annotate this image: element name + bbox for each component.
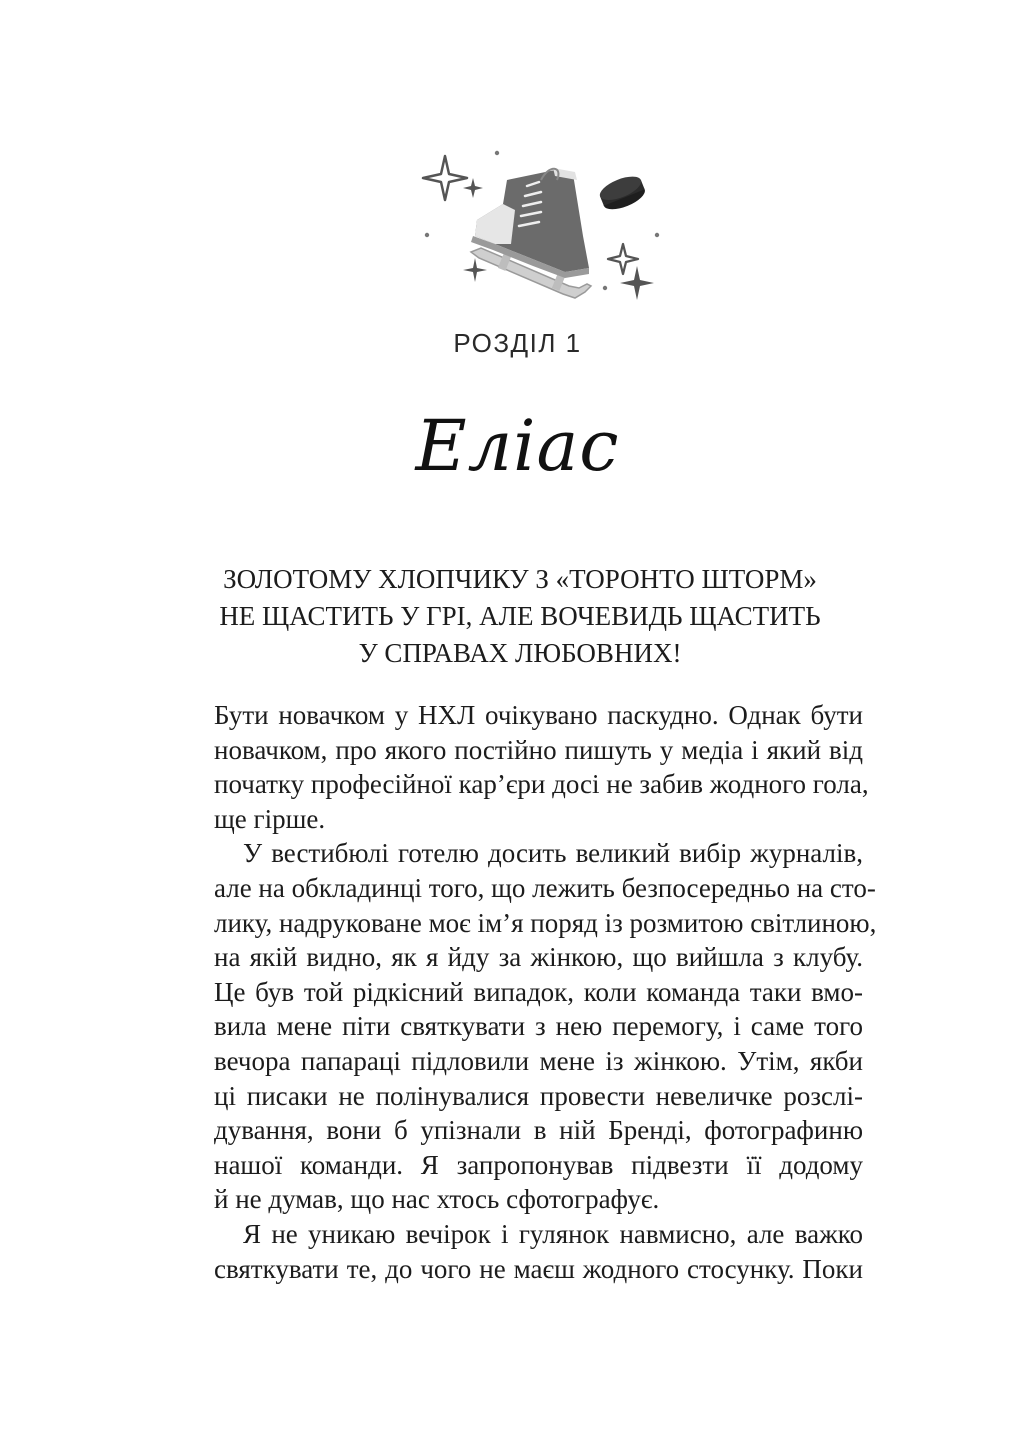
text-line: Це був той рідкісний випадок, коли команда таки вмо- — [214, 976, 863, 1007]
text-line: новачком, про якого постійно пишуть у медіа і який від — [214, 734, 863, 765]
chapter-title: Еліас — [415, 405, 620, 487]
text-line: ще гірше. — [214, 803, 326, 834]
text-line: вила мене піти святкувати з нею перемогу, і саме того — [214, 1011, 863, 1042]
headline-line: У СПРАВАХ ЛЮБОВНИХ! — [358, 638, 682, 668]
text-line: нашої команди. Я запропонував підвезти її додому — [214, 1149, 863, 1180]
text-line: дування, вони б упізнали в ній Бренді, фотографиню — [214, 1115, 863, 1146]
text-line: Бути новачком у НХЛ очікувано паскудно. Однак бути — [214, 700, 863, 730]
chapter-illustration — [415, 140, 665, 310]
chapter-label: РОЗДІЛ 1 — [453, 328, 582, 358]
text-line: лику, надруковане моє ім’я поряд із розмитою світлиною, — [214, 907, 877, 938]
sparkle-icon — [423, 156, 467, 200]
text-line: У вестибюлі готелю досить великий вибір журналів, — [243, 838, 863, 869]
text-line: ці писаки не полінувалися провести невеличке розслі- — [214, 1080, 863, 1111]
text-line: але на обкладинці того, що лежить безпосередньо на сто- — [214, 872, 876, 903]
sparkle-icon — [608, 244, 638, 274]
sparkle-icon — [620, 266, 654, 300]
text-line: й не думав, що нас хтось сфотографує. — [214, 1184, 660, 1215]
headline — [200, 561, 840, 672]
ice-skate-icon — [471, 168, 591, 298]
sparkle-icon — [463, 178, 483, 198]
text-line: вечора папараці підловили мене із жінкою. Утім, якби — [214, 1045, 863, 1076]
text-line: початку професійної кар’єри досі не забив жодного гола, — [214, 769, 869, 800]
text-line: святкувати те, до чого не маєш жодного стосунку. Поки — [214, 1253, 863, 1284]
hockey-puck-icon — [597, 172, 648, 214]
headline-line: НЕ ЩАСТИТЬ У ГРІ, АЛЕ ВОЧЕВИДЬ ЩАСТИТЬ — [219, 601, 821, 631]
body-text — [214, 698, 877, 1286]
text-line: Я не уникаю вечірок і гулянок навмисно, але важко — [243, 1218, 863, 1249]
text-line: на якій видно, як я йду за жінкою, що вийшла з клубу. — [214, 942, 863, 973]
sparkle-icon — [463, 258, 487, 282]
headline-line: ЗОЛОТОМУ ХЛОПЧИКУ З «ТОРОНТО ШТОРМ» — [223, 564, 817, 594]
